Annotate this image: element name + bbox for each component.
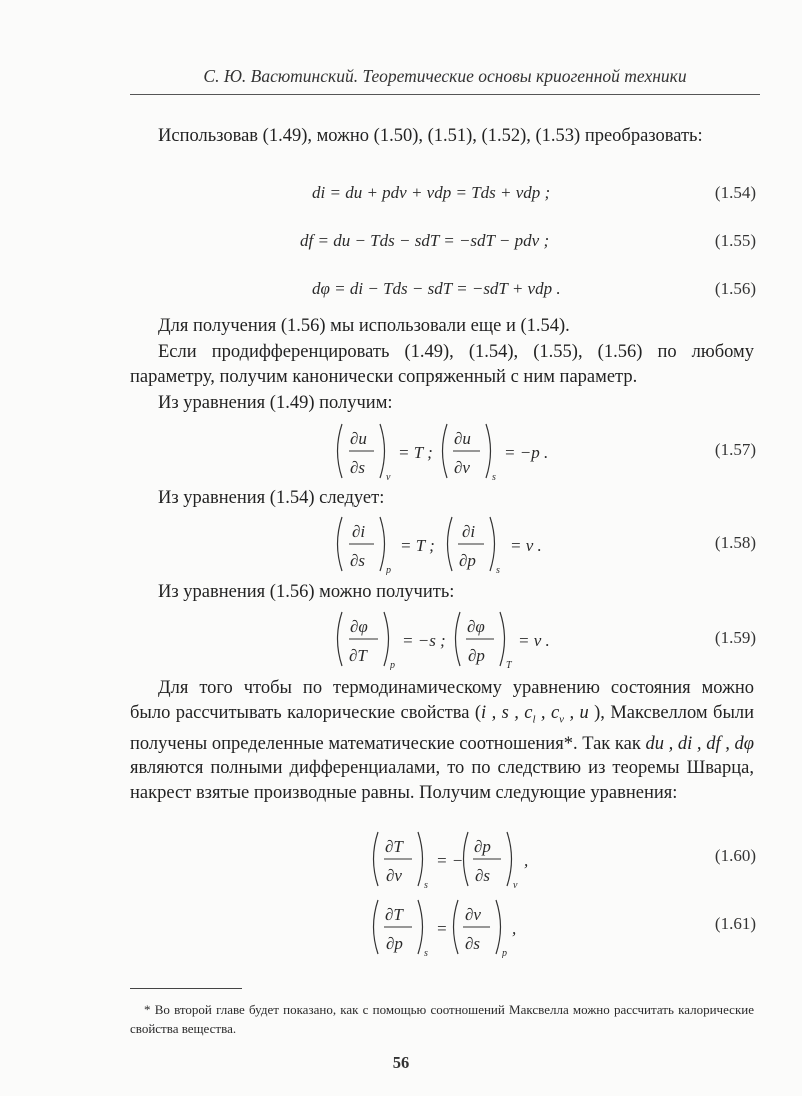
numerator: ∂p xyxy=(474,837,491,856)
paren-left xyxy=(456,612,461,666)
paragraph-from-154: Из уравнения (1.54) следует: xyxy=(158,488,385,508)
subscript: s xyxy=(496,565,500,575)
denominator: ∂s xyxy=(475,866,491,885)
paren-left xyxy=(443,424,448,478)
calorie-vars: , u xyxy=(564,702,589,723)
numerator: ∂i xyxy=(462,522,476,541)
running-header: С. Ю. Васютинский. Теоретические основы криогенной техники xyxy=(203,66,687,86)
paragraph-from-149: Из уравнения (1.49) получим: xyxy=(158,393,393,413)
paren-right xyxy=(418,832,423,886)
equation-1-61 xyxy=(366,896,566,958)
subscript: v xyxy=(386,472,391,482)
middle-term: = −s ; xyxy=(402,631,446,650)
right-side: = −p . xyxy=(504,443,549,462)
equation-1-55: df = du − Tds − sdT = −sdT − pdv ; xyxy=(300,231,550,250)
differentials: du , di , df , dφ xyxy=(645,733,754,754)
denominator: ∂T xyxy=(349,646,367,665)
middle-term: = T ; xyxy=(400,536,435,555)
equation-number-1-60: (1.60) xyxy=(714,846,756,865)
denominator: ∂s xyxy=(350,551,366,570)
paragraph-from-156: Из уравнения (1.56) можно получить: xyxy=(158,582,455,602)
equation-number-1-58: (1.58) xyxy=(714,533,756,552)
equation-1-59 xyxy=(330,608,590,670)
paragraph-differentiate: Если продифференцировать (1.49), (1.54), (1.55), (1.56) по любому параметру, получим канонически сопряженный с ним параметр. xyxy=(130,342,754,387)
paren-left xyxy=(338,612,343,666)
middle-term: = T ; xyxy=(398,443,433,462)
equation-number-1-54: (1.54) xyxy=(714,183,756,202)
numerator: ∂v xyxy=(465,905,481,924)
subscript: p xyxy=(386,565,391,575)
calorie-vars: i , s , c xyxy=(481,702,533,723)
paren-right xyxy=(486,424,491,478)
footnote-rule xyxy=(130,988,242,989)
calorie-vars: , c xyxy=(535,702,560,723)
numerator: ∂T xyxy=(385,837,403,856)
footnote: * Во второй главе будет показано, как с помощью соотношений Максвелла можно рассчитать калорические свойства вещества. xyxy=(130,1002,754,1036)
equation-1-56: dφ = di − Tds − sdT = −sdT + vdp . xyxy=(312,279,561,298)
paren-left xyxy=(338,424,343,478)
paren-left xyxy=(374,900,379,954)
subscript: s xyxy=(424,880,428,890)
right-side: = v . xyxy=(518,631,550,650)
numerator: ∂i xyxy=(352,522,366,541)
paren-right xyxy=(500,612,505,666)
header-rule xyxy=(130,94,760,95)
subscript: T xyxy=(506,660,512,670)
subscript: p xyxy=(502,948,507,958)
text-segment: ), Максвеллом были получены определенные математические соотношения*. Так как xyxy=(130,702,755,754)
denominator: ∂p xyxy=(459,551,476,570)
paragraph-note: Для получения (1.56) мы использовали еще и (1.54). xyxy=(158,316,570,336)
middle-term: = − xyxy=(436,851,464,870)
subscript-l: l xyxy=(532,713,536,726)
text-segment: Для того чтобы по термодинамическому уравнению состояния можно было рассчитывать калорические свойства ( xyxy=(130,678,754,723)
denominator: ∂s xyxy=(465,934,481,953)
paren-left xyxy=(454,900,459,954)
paren-left xyxy=(374,832,379,886)
subscript: v xyxy=(513,880,518,890)
paren-right xyxy=(380,517,385,571)
subscript: s xyxy=(492,472,496,482)
equation-number-1-61: (1.61) xyxy=(714,914,756,933)
equation-number-1-55: (1.55) xyxy=(714,231,756,250)
paren-left xyxy=(448,517,453,571)
right-side: , xyxy=(524,851,529,870)
numerator: ∂u xyxy=(454,429,471,448)
paren-left xyxy=(338,517,343,571)
numerator: ∂u xyxy=(350,429,367,448)
paren-right xyxy=(490,517,495,571)
equation-1-58 xyxy=(330,513,590,575)
equation-1-57 xyxy=(330,420,590,482)
paren-right xyxy=(507,832,512,886)
numerator: ∂φ xyxy=(350,617,368,636)
paren-right xyxy=(384,612,389,666)
denominator: ∂s xyxy=(350,458,366,477)
numerator: ∂T xyxy=(385,905,403,924)
denominator: ∂v xyxy=(386,866,402,885)
text-segment: являются полными дифференциалами, то по следствию из теоремы Шварца, накрест взятые производные равны. Получим следующие уравнения: xyxy=(130,758,754,803)
equation-number-1-57: (1.57) xyxy=(714,440,756,459)
paren-left xyxy=(464,832,469,886)
subscript-v: v xyxy=(559,713,565,726)
equation-number-1-59: (1.59) xyxy=(714,628,756,647)
equation-1-60 xyxy=(366,828,566,890)
right-side: = v . xyxy=(510,536,542,555)
denominator: ∂v xyxy=(454,458,470,477)
right-side: , xyxy=(512,919,517,938)
denominator: ∂p xyxy=(468,646,485,665)
numerator: ∂φ xyxy=(467,617,485,636)
subscript: p xyxy=(390,660,395,670)
page-number: 56 xyxy=(392,1053,410,1072)
paren-right xyxy=(496,900,501,954)
denominator: ∂p xyxy=(386,934,403,953)
paren-right xyxy=(380,424,385,478)
middle-term: = xyxy=(436,919,448,938)
subscript: s xyxy=(424,948,428,958)
equation-1-54: di = du + pdv + vdp = Tds + vdp ; xyxy=(312,183,551,202)
paren-right xyxy=(418,900,423,954)
equation-number-1-56: (1.56) xyxy=(714,279,756,298)
paragraph-intro: Использовав (1.49), можно (1.50), (1.51), (1.52), (1.53) преобразовать: xyxy=(158,126,703,146)
paragraph-maxwell xyxy=(130,676,754,805)
